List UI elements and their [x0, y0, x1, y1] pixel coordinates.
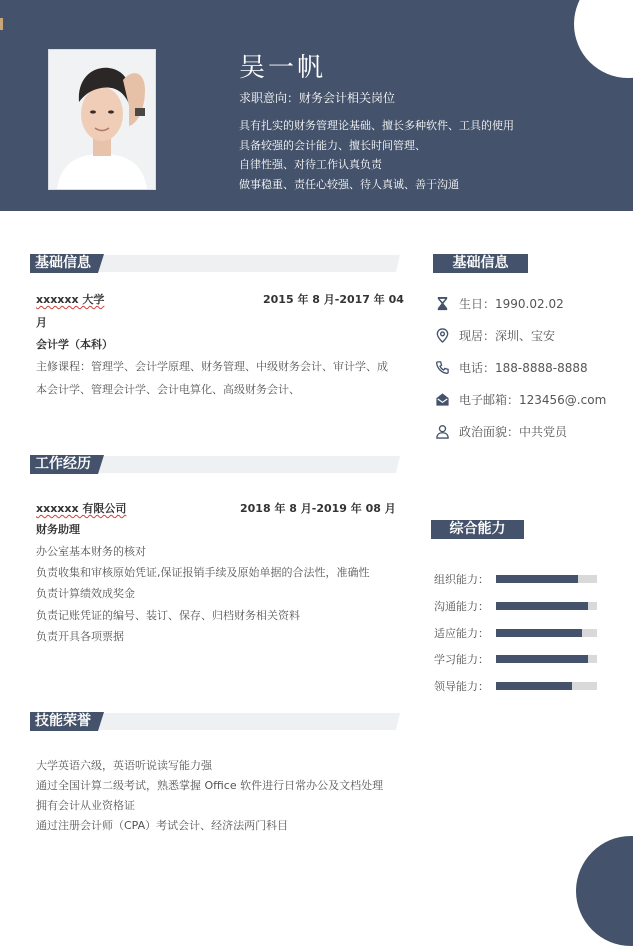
ability-fill: [496, 629, 582, 637]
courses-line: 本会计学、管理会计学、会计电算化、高级财务会计、: [36, 383, 300, 396]
ability-fill: [496, 575, 578, 583]
hourglass-icon: [435, 296, 450, 311]
email-icon: [435, 392, 450, 407]
info-text: 电话：188-8888-8888: [459, 361, 588, 375]
ability-fill: [496, 682, 572, 690]
intro-line: 做事稳重、责任心较强、待人真诚、善于沟通: [239, 178, 459, 192]
info-text: 生日：1990.02.02: [459, 297, 564, 311]
work-period: 2018 年 8 月-2019 年 08 月: [240, 502, 396, 515]
education-period-cont: 月: [36, 316, 47, 329]
education-period: 2015 年 8 月-2017 年 04: [263, 293, 404, 306]
duty-item: 负责开具各项票据: [36, 630, 124, 643]
position: 财务助理: [36, 523, 80, 536]
major: 会计学（本科）: [36, 338, 113, 351]
self-intro: [239, 116, 514, 195]
honor-item: 大学英语六级，英语听说读写能力强: [36, 759, 212, 772]
section-title: 基础信息: [35, 255, 91, 271]
duty-item: 负责计算绩效成奖金: [36, 587, 135, 600]
intro-line: 自律性强、对待工作认真负责: [239, 158, 382, 172]
section-basic-info: [433, 254, 528, 273]
info-text: 政治面貌：中共党员: [459, 425, 568, 439]
profile-photo: [48, 49, 156, 190]
location-pin-icon: [435, 328, 450, 343]
duty-item: 负责记账凭证的编号、装订、保存、归档财务相关资料: [36, 609, 300, 622]
company-name: [36, 500, 126, 516]
section-title: 基础信息: [452, 255, 509, 271]
ability-track: [496, 682, 597, 690]
ability-label: 组织能力：: [434, 573, 489, 586]
info-text: 现居：深圳、宝安: [459, 329, 556, 343]
ability-label: 学习能力：: [434, 653, 489, 666]
honor-item: 通过全国计算二级考试，熟悉掌握 Office 软件进行日常办公及文档处理: [36, 779, 384, 792]
phone-icon: [435, 360, 450, 375]
ability-label: 沟通能力：: [434, 600, 489, 613]
school-name: [36, 291, 104, 307]
ability-track: [496, 602, 597, 610]
info-text: 电子邮箱：123456@.com: [459, 393, 607, 407]
company-name-text: xxxxxx 有限公司: [36, 502, 127, 515]
section-abilities: [431, 520, 524, 539]
honor-item: 通过注册会计师（CPA）考试会计、经济法两门科目: [36, 819, 289, 832]
portrait-illustration: [49, 50, 155, 189]
decorative-circle-bottom: [576, 836, 633, 946]
honor-item: 拥有会计从业资格证: [36, 799, 135, 812]
section-title: 工作经历: [35, 456, 91, 472]
ability-track: [496, 629, 597, 637]
duty-item: 办公室基本财务的核对: [36, 545, 146, 558]
ability-track: [496, 655, 597, 663]
ability-fill: [496, 602, 588, 610]
candidate-name: 吴一帆: [239, 53, 327, 83]
section-work: [30, 456, 400, 473]
ability-fill: [496, 655, 588, 663]
school-name-text: xxxxxx 大学: [36, 293, 105, 306]
ability-track: [496, 575, 597, 583]
section-title: 技能荣誉: [35, 713, 91, 729]
ability-label: 适应能力：: [434, 627, 489, 640]
duty-item: 负责收集和审核原始凭证,保证报销手续及原始单据的合法性，准确性: [36, 566, 370, 579]
courses-line: 主修课程：管理学、会计学原理、财务管理、中级财务会计、审计学、成: [36, 360, 388, 373]
job-intent: 求职意向：财务会计相关岗位: [239, 91, 396, 105]
person-icon: [435, 424, 450, 439]
section-honors: [30, 713, 400, 730]
corner-accent: [0, 18, 3, 30]
intro-line: 具有扎实的财务管理论基础、擅长多种软件、工具的使用: [239, 119, 514, 132]
section-title: 综合能力: [449, 521, 506, 537]
section-education: [30, 255, 400, 272]
ability-label: 领导能力：: [434, 680, 489, 693]
intro-line: 具备较强的会计能力、擅长时间管理、: [239, 138, 426, 152]
